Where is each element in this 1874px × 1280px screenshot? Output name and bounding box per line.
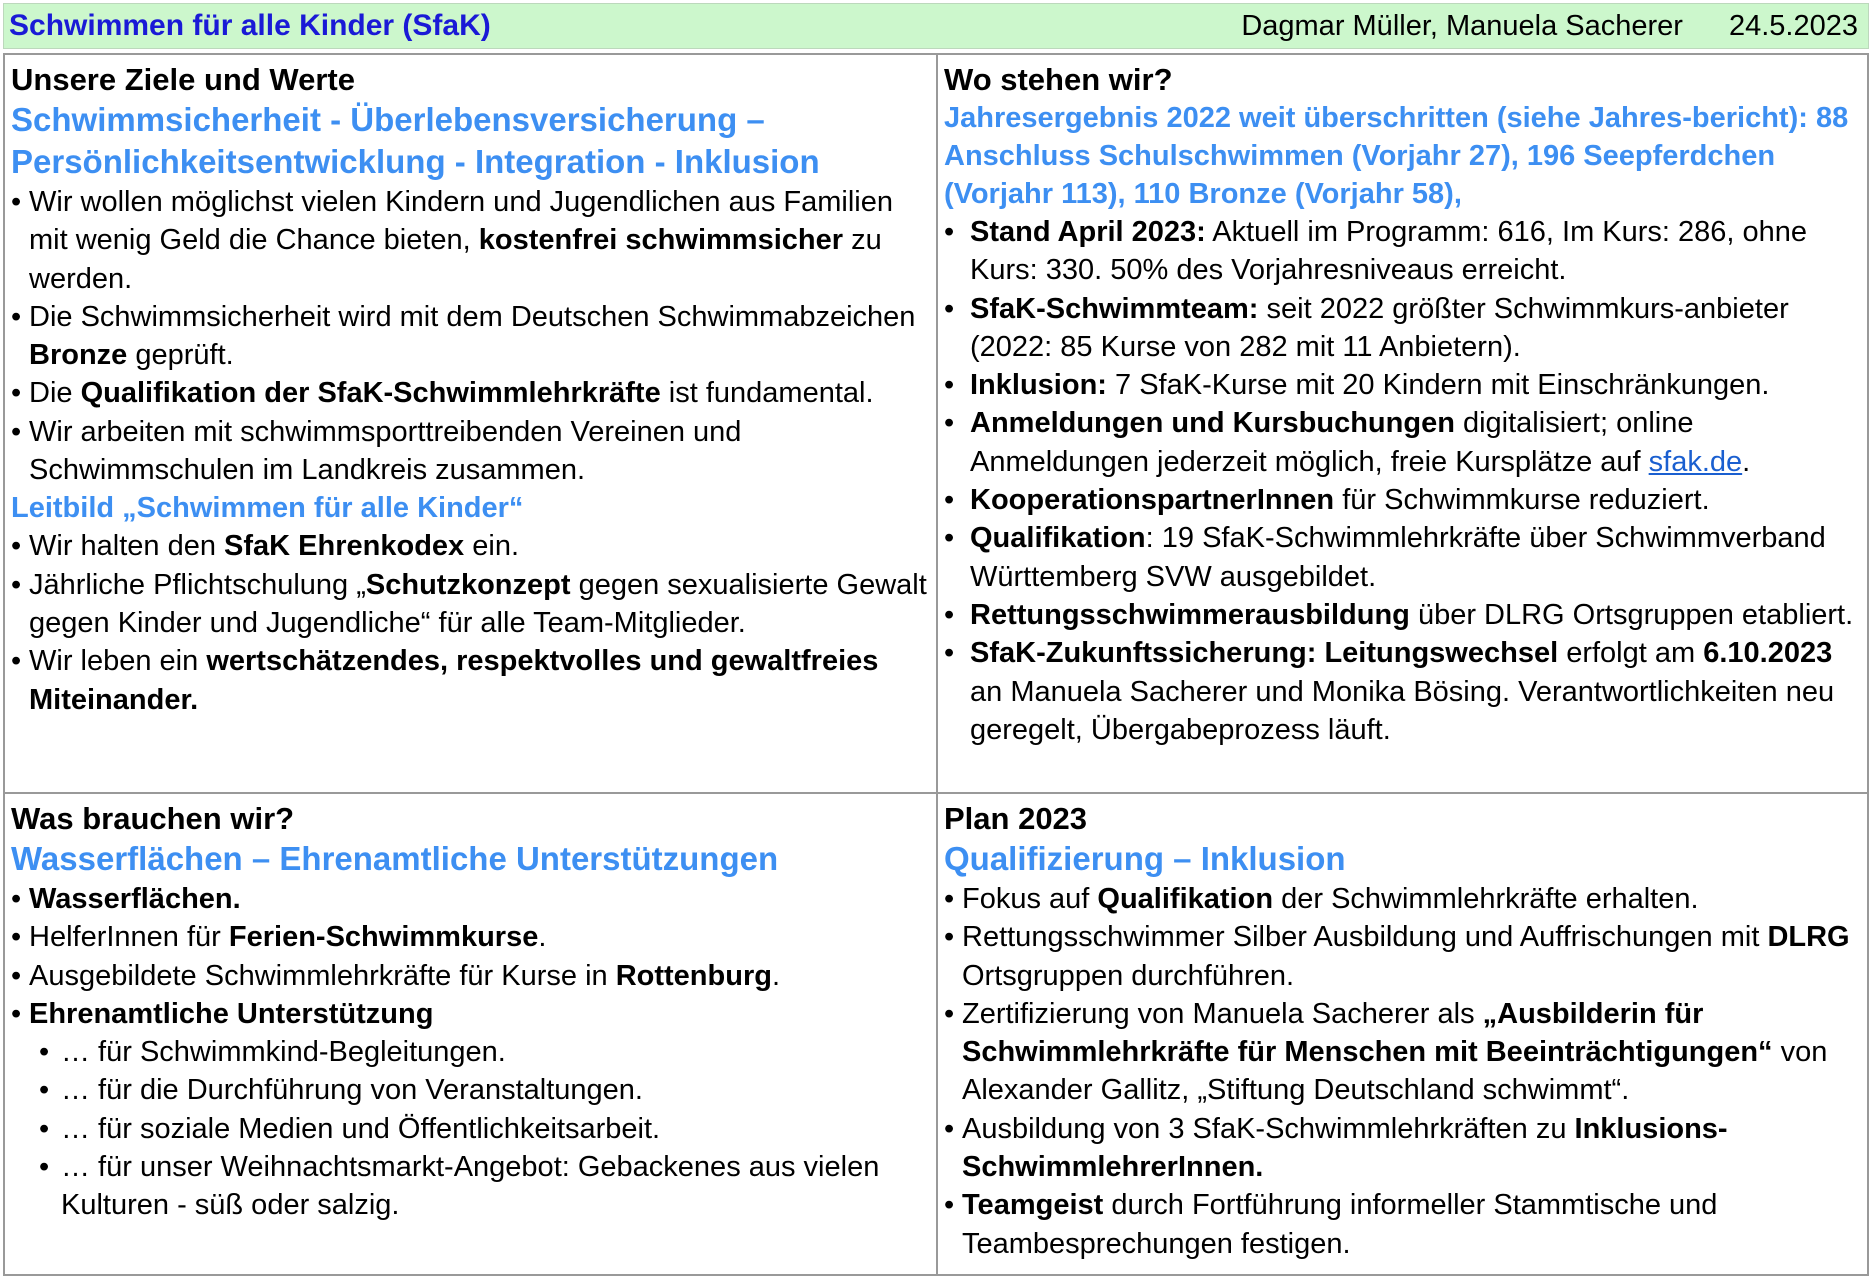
list-item: • Wir halten den SfaK Ehrenkodex ein. — [11, 527, 930, 565]
list-item: • Qualifikation: 19 SfaK-Schwimmlehrkräfte über Schwimmverband Württemberg SVW ausgebildet. — [944, 519, 1861, 596]
needs-section — [5, 794, 938, 1274]
goals-section — [5, 55, 938, 794]
list-item: • … für die Durchführung von Veranstaltungen. — [11, 1071, 930, 1109]
support-sublist — [11, 1033, 930, 1224]
page-title: Schwimmen für alle Kinder (SfaK) — [9, 9, 491, 42]
list-item: • Teamgeist durch Fortführung informeller Stammtische und Teambesprechungen festigen. — [944, 1186, 1861, 1263]
list-item: • Wir leben ein wertschätzendes, respektvolles und gewaltfreies Miteinander. — [11, 642, 930, 719]
status-list — [944, 213, 1861, 749]
list-item: • Wir arbeiten mit schwimmsporttreibenden Vereinen und Schwimmschulen im Landkreis zusammen. — [11, 413, 930, 490]
needs-subheading: Wasserflächen – Ehrenamtliche Unterstützungen — [11, 840, 779, 877]
status-section — [938, 55, 1867, 794]
list-item: • Ehrenamtliche Unterstützung — [11, 995, 930, 1033]
list-item: • Stand April 2023: Aktuell im Programm: 616, Im Kurs: 286, ohne Kurs: 330. 50% des Vorjahresniveaus erreicht. — [944, 213, 1861, 290]
list-item: • Fokus auf Qualifikation der Schwimmlehrkräfte erhalten. — [944, 880, 1861, 918]
list-item: • Rettungsschwimmerausbildung über DLRG Ortsgruppen etabliert. — [944, 596, 1861, 634]
list-item: • Die Qualifikation der SfaK-Schwimmlehrkräfte ist fundamental. — [11, 374, 930, 412]
list-item: • Ausgebildete Schwimmlehrkräfte für Kurse in Rottenburg. — [11, 957, 930, 995]
list-item: • KooperationspartnerInnen für Schwimmkurse reduziert. — [944, 481, 1861, 519]
list-item: • HelferInnen für Ferien-Schwimmkurse. — [11, 918, 930, 956]
list-item: • SfaK-Schwimmteam: seit 2022 größter Schwimmkurs-anbieter (2022: 85 Kurse von 282 mit 11 Anbietern). — [944, 290, 1861, 367]
list-item: • … für unser Weihnachtsmarkt-Angebot: Gebackenes aus vielen Kulturen - süß oder salzig. — [11, 1148, 930, 1225]
leitbild-list — [11, 527, 930, 718]
plan-list — [944, 880, 1861, 1263]
header-bar — [3, 3, 1869, 49]
quadrant-grid — [3, 53, 1869, 1276]
goals-subheading: Schwimmsicherheit - Überlebensversicherung – Persönlichkeitsentwicklung - Integration - Inklusion — [11, 101, 820, 180]
needs-heading: Was brauchen wir? — [11, 801, 295, 836]
list-item: • Jährliche Pflichtschulung „Schutzkonzept gegen sexualisierte Gewalt gegen Kinder und Jugendliche“ für alle Team-Mitglieder. — [11, 566, 930, 643]
plan-subheading: Qualifizierung – Inklusion — [944, 840, 1346, 877]
list-item: • … für soziale Medien und Öffentlichkeitsarbeit. — [11, 1110, 930, 1148]
plan-section — [938, 794, 1867, 1274]
list-item: • Wir wollen möglichst vielen Kindern und Jugendlichen aus Familien mit wenig Geld die Chance bieten, kostenfrei schwimmsicher zu werden. — [11, 183, 930, 298]
list-item: • Die Schwimmsicherheit wird mit dem Deutschen Schwimmabzeichen Bronze geprüft. — [11, 298, 930, 375]
list-item: • Inklusion: 7 SfaK-Kurse mit 20 Kindern mit Einschränkungen. — [944, 366, 1861, 404]
list-item: • … für Schwimmkind-Begleitungen. — [11, 1033, 930, 1071]
goals-heading: Unsere Ziele und Werte — [11, 62, 355, 97]
status-heading: Wo stehen wir? — [944, 62, 1173, 97]
status-subheading: Jahresergebnis 2022 weit überschritten (siehe Jahres-bericht): 88 Anschluss Schulschwimmen (Vorjahr 27), 196 Seepferdchen (Vorjahr 113), 110 Bronze (Vorjahr 58), — [944, 102, 1849, 210]
date: 24.5.2023 — [1728, 9, 1858, 42]
list-item: • SfaK-Zukunftssicherung: Leitungswechsel erfolgt am 6.10.2023 an Manuela Sacherer und Monika Bösing. Verantwortlichkeiten neu geregelt, Übergabeprozess läuft. — [944, 634, 1861, 749]
list-item: • Zertifizierung von Manuela Sacherer als „Ausbilderin für Schwimmlehrkräfte für Menschen mit Beeinträchtigungen“ von Alexander Gallitz, „Stiftung Deutschland schwimmt“. — [944, 995, 1861, 1110]
authors: Dagmar Müller, Manuela Sacherer — [1241, 9, 1683, 42]
list-item: • Ausbildung von 3 SfaK-Schwimmlehrkräften zu Inklusions-SchwimmlehrerInnen. — [944, 1110, 1861, 1187]
goals-list — [11, 183, 930, 489]
needs-list — [11, 880, 930, 1033]
sfak-link[interactable]: sfak.de — [1648, 445, 1743, 478]
list-item: • Wasserflächen. — [11, 880, 930, 918]
list-item: • Rettungsschwimmer Silber Ausbildung und Auffrischungen mit DLRG Ortsgruppen durchführen. — [944, 918, 1861, 995]
list-item: • Anmeldungen und Kursbuchungen digitalisiert; online Anmeldungen jederzeit möglich, freie Kursplätze auf sfak.de. — [944, 404, 1861, 481]
plan-heading: Plan 2023 — [944, 801, 1088, 836]
leitbild-heading: Leitbild „Schwimmen für alle Kinder“ — [11, 492, 524, 525]
